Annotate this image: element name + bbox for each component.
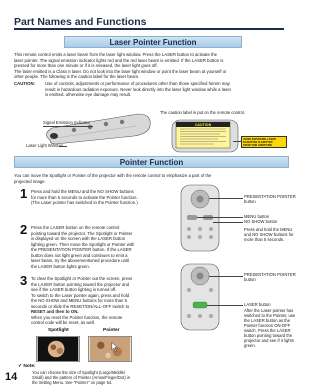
- avoid-exposure-line: RADIATION IS EMITTED: [243, 140, 273, 144]
- note-label: ✓ Note:: [18, 364, 36, 369]
- pointer-label: Pointer: [103, 328, 120, 333]
- step-line: for more than 5 seconds to activate the Pointer function.: [31, 194, 138, 200]
- pointer-intro: [14, 173, 289, 184]
- callout-line: [197, 217, 243, 218]
- laser-intro-line: other people. The following is the caution label for the laser beam.: [14, 74, 140, 80]
- laser-note: After the Laser pointer has switched to the Pointer, use the LASER button as the Pointer function ON-OFF switch. Press the LASER button pointing toward the projector and see if it lights green.: [244, 308, 296, 348]
- page-number: 14: [5, 371, 18, 383]
- laser-intro-line: laser pointer. The signal emission indicator lights red and the red laser beam is emitted. If the LASER button is: [14, 57, 224, 63]
- no-show-button-icon: [203, 215, 213, 220]
- presentation-pointer-label: PRESENTATION POINTER button: [244, 194, 296, 204]
- laser-intro: [14, 52, 289, 80]
- caution-label: CAUTION:: [14, 81, 36, 86]
- step-line: the LASER button lights green.: [31, 263, 91, 269]
- menu-button-icon: [187, 215, 197, 220]
- pointer-intro-line: projected image.: [14, 178, 46, 184]
- callout-line: [209, 198, 243, 199]
- avoid-exposure-line: FROM THIS APERTURE: [243, 143, 273, 147]
- step-line: When you reset the Pointer function, the remote: [31, 314, 123, 320]
- menu-button-label: MENU button: [244, 214, 270, 219]
- caution-line: result in hazardous radiation exposure. Never look directly into the laser light window while a laser: [45, 86, 232, 92]
- step-line: To switch to the Laser pointer again, press and hold: [31, 292, 130, 298]
- pointer-image: [88, 336, 132, 362]
- caution-label-callout: The caution label is put on the remote control.: [160, 110, 245, 115]
- caution-line: is emitted, otherwise eye damage may result.: [45, 92, 132, 98]
- no-show-note: Press and hold the MENU and NO SHOW buttons for more than 5 seconds.: [244, 227, 294, 242]
- step-number: 1: [20, 186, 28, 201]
- callout-line: [207, 305, 243, 306]
- note-text: [32, 370, 172, 385]
- callout-line: [233, 141, 241, 142]
- step-line: control code will be reset, as well.: [31, 320, 96, 326]
- step-line: the PRESENTATION POINTER button. If the LASER: [31, 247, 132, 253]
- caution-sticker-title: CAUTION: [194, 123, 212, 127]
- callout-line: [43, 126, 93, 127]
- step-line: button does not light green and continues to emit a: [31, 252, 128, 258]
- step-1-text: [31, 189, 166, 206]
- spotlight-label: Spotlight: [48, 328, 69, 333]
- step-line: is displayed on the screen with the LASER button: [31, 236, 126, 242]
- step-line: the NO SHOW and MENU buttons for more than 5: [31, 298, 128, 304]
- remote-control-illustration-upper: [175, 183, 225, 253]
- callout-line: [59, 146, 67, 147]
- signal-emission-indicator-callout: Signal Emission Indicator: [43, 120, 91, 125]
- step-3-text: [31, 276, 166, 326]
- remote-control-back-illustration: [170, 116, 240, 154]
- caution-block: [14, 81, 294, 98]
- step-2-text: [31, 225, 166, 269]
- laser-button-icon: [193, 302, 207, 308]
- note-line: Small) and the pattern of Pointer (Arrow/Finger/Dot) in: [32, 375, 131, 380]
- step-line: Press the LASER button on the remote control: [31, 225, 120, 230]
- remote-control-illustration-lower: [175, 262, 225, 332]
- step-line: see if the LASER button lighting is turned off.: [31, 287, 117, 293]
- laser-section-title-bar: [64, 36, 242, 48]
- callout-line: [213, 222, 243, 223]
- avoid-exposure-line: AVOID EXPOSURE-LASER: [243, 137, 276, 141]
- laser-intro-line: The laser emitted is a Class II laser. Do not look into the laser light window or point the laser beam at yourself or: [14, 68, 227, 74]
- step-number: 2: [20, 222, 28, 237]
- header-rule: [14, 28, 284, 30]
- laser-light-window-callout: Laser Light Window: [26, 143, 63, 148]
- no-show-button-label: NO SHOW button: [244, 219, 278, 224]
- laser-intro-line: pressed for more than one minute or if it is released, the laser light goes off.: [14, 63, 158, 69]
- note-line: the Setting Menu. See "Pointer" on page 54.: [32, 380, 113, 385]
- laser-button-label: LASER button: [244, 302, 271, 307]
- pointer-section-title: Pointer Function: [119, 158, 184, 167]
- step-number: 3: [20, 273, 28, 288]
- step-line: the LASER button pointing toward the projector and: [31, 281, 130, 287]
- spotlight-image: [36, 336, 80, 362]
- laser-section-title: Laser Pointer Function: [109, 38, 197, 47]
- presentation-pointer-label-2: PRESENTATION POINTER button: [244, 272, 296, 282]
- check-icon: ✓: [18, 364, 23, 369]
- note-line: You can choose the size of Spotlight (Large/Middle/: [32, 370, 126, 375]
- step-line: laser beam, try the abovementioned procedure until: [31, 258, 130, 264]
- avoid-exposure-label: [241, 136, 287, 148]
- pointer-intro-line: You can move the Spotlight or Pointer of the projector with the remote control to emphasize a part of the: [14, 173, 212, 178]
- step-line: Press and hold the MENU and the NO SHOW buttons: [31, 189, 134, 194]
- caution-line: Use of controls, adjustments or performance of procedures other than those specified herein may: [45, 81, 230, 86]
- step-line: (The Laser pointer has switched to the Pointer function.): [31, 200, 138, 206]
- step-line: pointing toward the projector. The Spotlight or Pointer: [31, 230, 133, 236]
- step-line: seconds or slide the RESET/ON/ALL-OFF switch to: [31, 303, 130, 309]
- callout-line: [209, 276, 243, 277]
- laser-intro-line: This remote control emits a laser beam from the laser light window. Press the LASER button to activate the: [14, 52, 218, 57]
- page-title: Part Names and Functions: [14, 16, 147, 28]
- step-line: lighting green. Then move the Spotlight or Pointer with: [31, 241, 135, 247]
- step-line: To clear the Spotlight or Pointer out the screen, press: [31, 276, 133, 281]
- step-line: RESET and then to ON.: [31, 309, 79, 315]
- pointer-section-title-bar: [14, 156, 289, 168]
